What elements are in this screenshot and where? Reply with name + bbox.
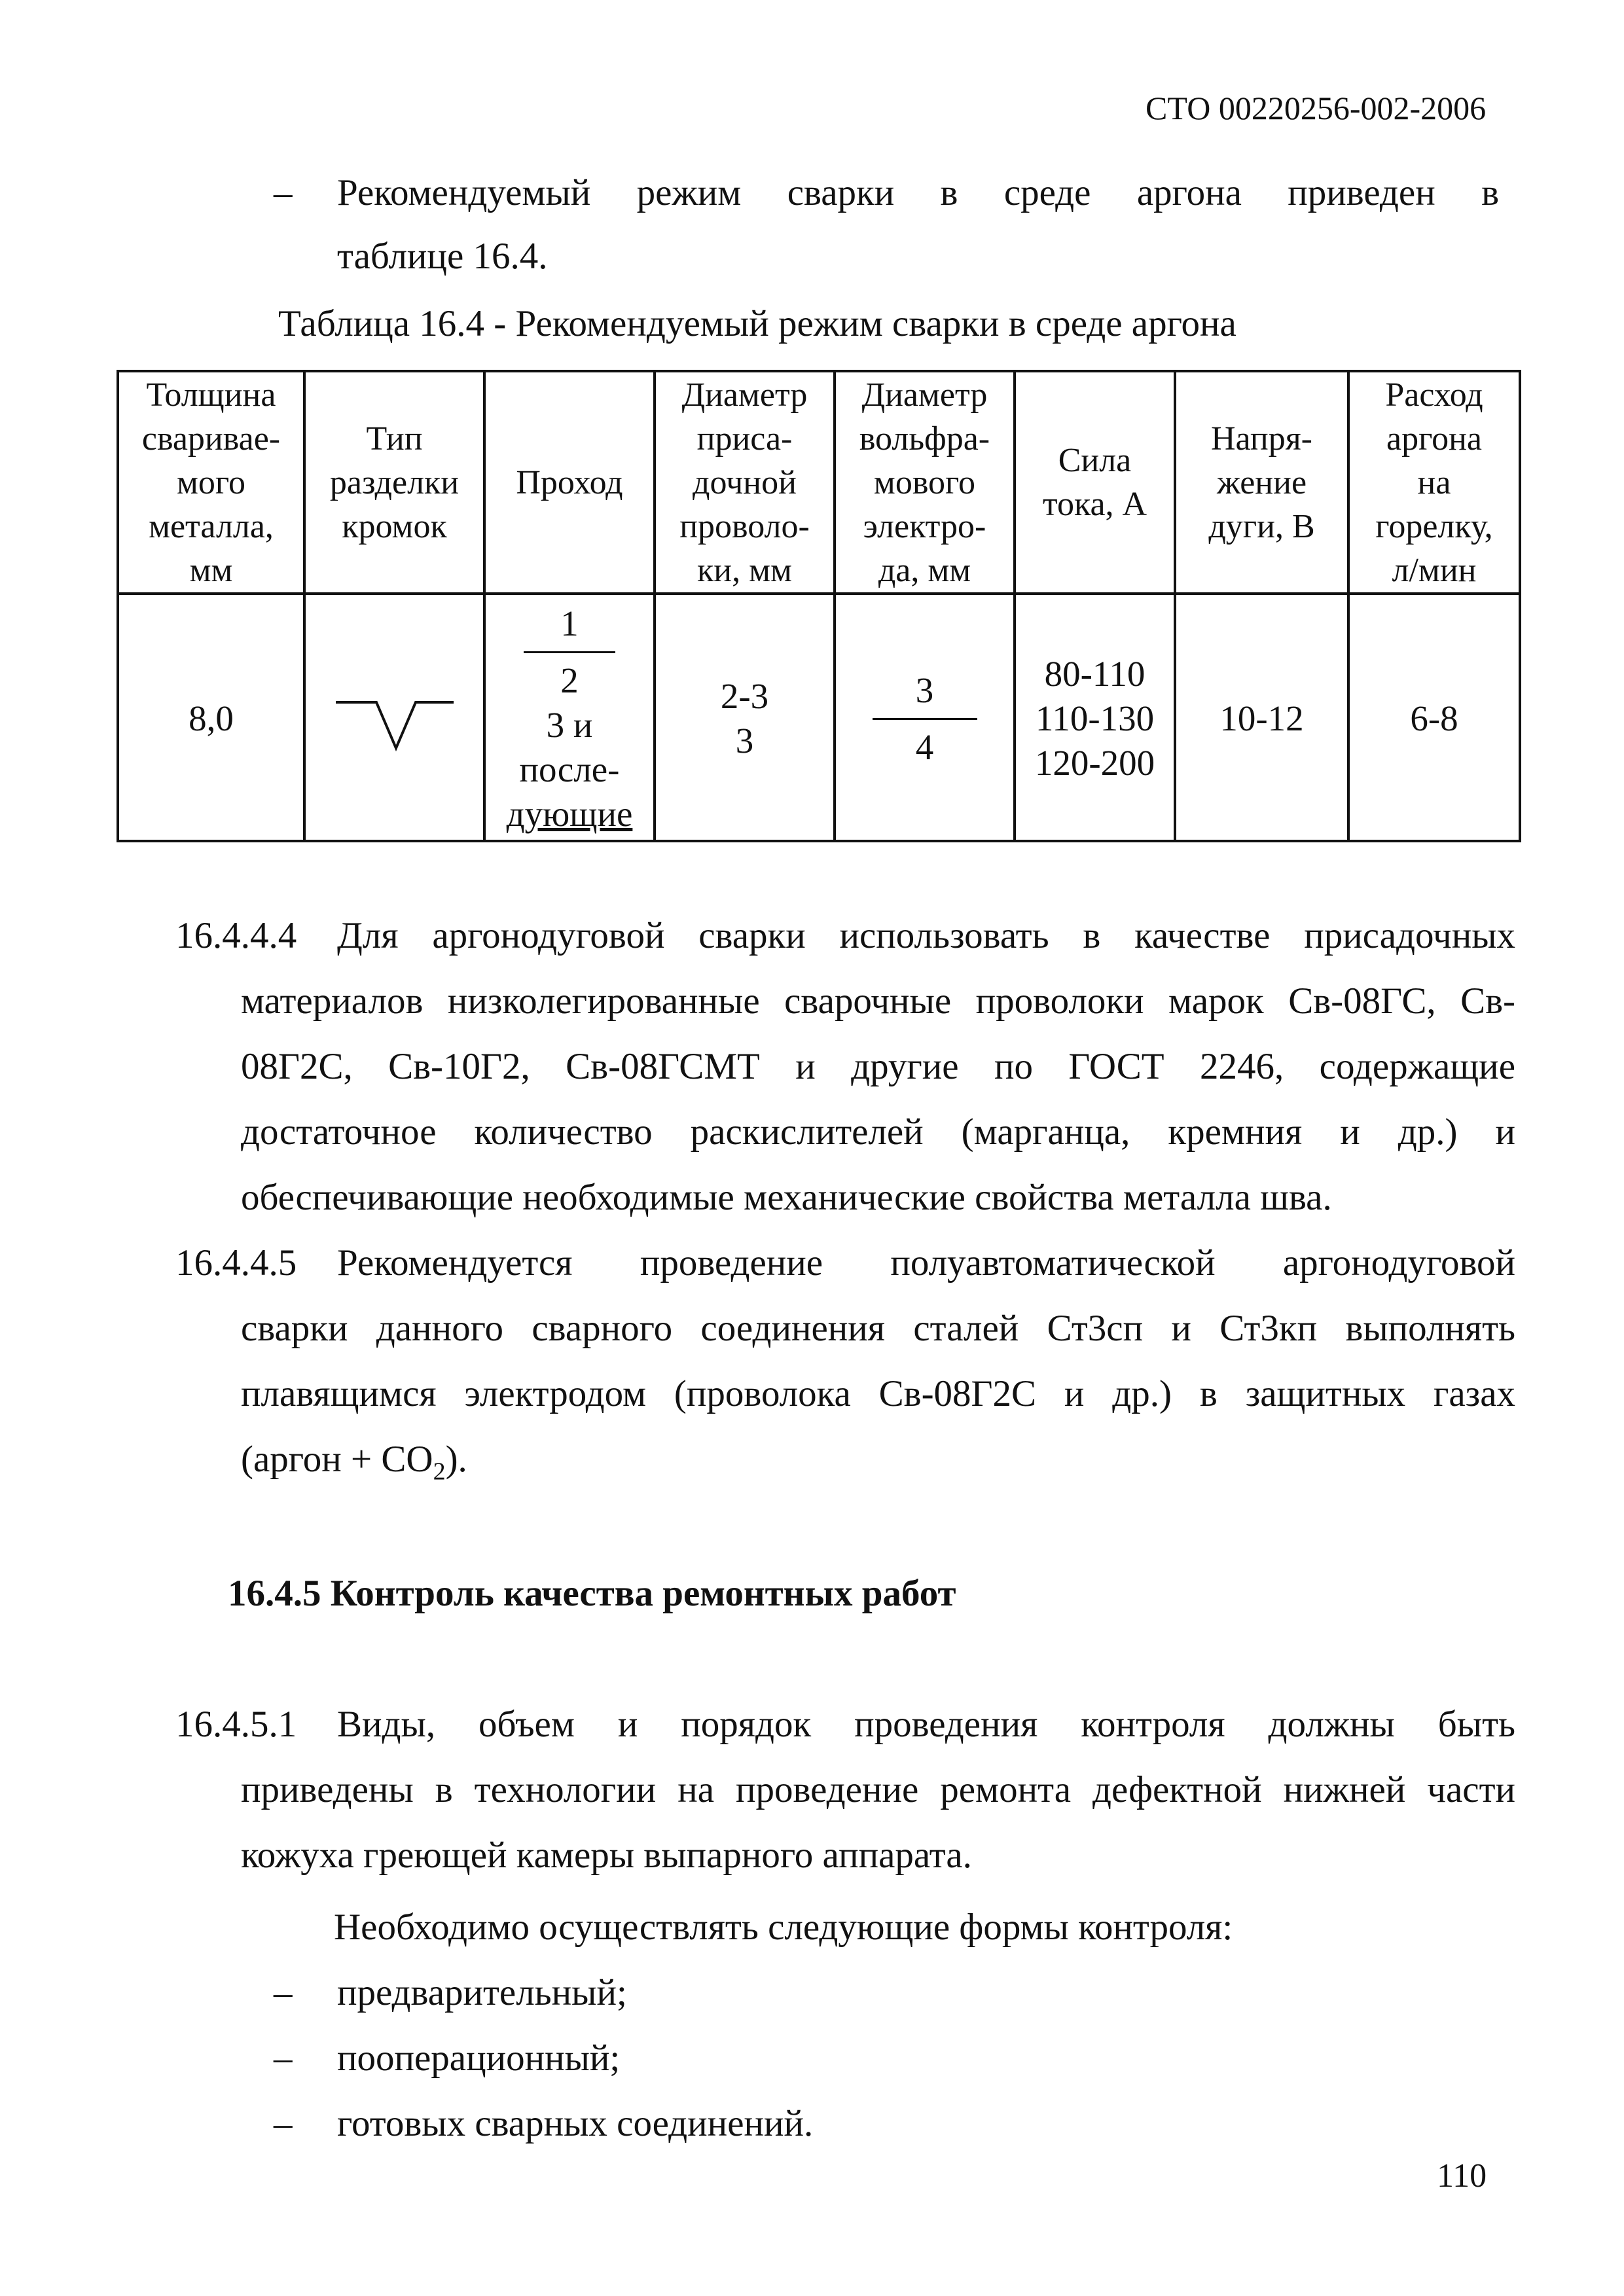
cell-argon-flow: 6-8	[1410, 698, 1458, 738]
paragraph-line: (аргон + $СО_2$).	[241, 1439, 467, 1486]
header-current: Сила тока, А	[1042, 442, 1147, 523]
paragraph-line: кожуха греющей камеры выпарного аппарата.	[241, 1835, 972, 1876]
paragraph-line: сварки данного сварного соединения сталей Ст3сп и Ст3кп выполнять	[241, 1308, 1515, 1349]
fraction-bar	[524, 651, 615, 653]
control-intro: Необходимо осуществлять следующие формы контроля:	[334, 1907, 1233, 1948]
v-groove-icon	[329, 683, 460, 755]
header-tungsten-electrode-diameter: Диаметр вольфра- мового электро- да, мм	[859, 376, 990, 589]
paragraph-number: 16.4.5.1	[175, 1704, 297, 1745]
intro-bullet-line1: Рекомендуемый режим сварки в среде аргона приведен в	[337, 172, 1499, 213]
paragraph-line: достаточное количество раскислителей (марганца, кремния и др.) и	[241, 1111, 1515, 1153]
header-arc-voltage: Напря- жение дуги, В	[1208, 420, 1315, 545]
welding-mode-table	[117, 370, 1521, 842]
paragraph-line: материалов низколегированные сварочные проволоки марок Св-08ГС, Св-	[241, 980, 1515, 1022]
list-item: пооперационный;	[337, 2037, 621, 2079]
document-code: СТО 00220256-002-2006	[1146, 90, 1487, 126]
bullet-dash: –	[274, 2103, 293, 2144]
cell-tungsten-electrode-diameter: 3 4	[836, 596, 1013, 842]
paragraph-number: 16.4.4.5	[175, 1242, 297, 1283]
cell-pass: 1 2 3 и после- дующие	[506, 603, 633, 834]
paragraph-line: приведены в технологии на проведение ремонта дефектной нижней части	[241, 1769, 1515, 1810]
paragraph-line: обеспечивающие необходимые механические свойства металла шва.	[241, 1177, 1332, 1218]
paragraph-line: плавящимся электродом (проволока Св-08Г2С и др.) в защитных газах	[241, 1373, 1515, 1414]
bullet-dash: –	[274, 1972, 293, 2013]
section-heading: 16.4.5 Контроль качества ремонтных работ	[228, 1573, 956, 1614]
fraction-bar	[873, 718, 977, 720]
cell-thickness: 8,0	[189, 698, 234, 738]
bullet-dash: –	[274, 2037, 293, 2079]
header-groove-type: Тип разделки кромок	[329, 420, 460, 545]
paragraph-line: Виды, объем и порядок проведения контроля должны быть	[337, 1704, 1515, 1745]
cell-filler-wire-diameter: 2-3 3	[720, 676, 769, 761]
table-col-line	[1519, 370, 1521, 842]
header-filler-wire-diameter: Диаметр приса- дочной проволо- ки, мм	[679, 376, 810, 589]
list-item: готовых сварных соединений.	[337, 2103, 814, 2144]
cell-current: 80-110 110-130 120-200	[1034, 654, 1155, 783]
paragraph-line: Рекомендуется проведение полуавтоматической аргонодуговой	[337, 1242, 1515, 1283]
intro-bullet-line2: таблице 16.4.	[337, 236, 548, 277]
header-thickness: Толщина свариваe- мого металла, мм	[141, 376, 281, 589]
page-number: 110	[1437, 2157, 1487, 2195]
header-pass: Проход	[516, 463, 623, 501]
paragraph-line: 08Г2С, Св-10Г2, Св-08ГСМТ и другие по ГОСТ 2246, содержащие	[241, 1046, 1515, 1087]
list-item: предварительный;	[337, 1972, 627, 2013]
table-header-divider	[117, 592, 1521, 595]
header-argon-flow: Расход аргона на горелку, л/мин	[1375, 376, 1493, 589]
paragraph-number: 16.4.4.4	[175, 915, 297, 956]
cell-groove-type	[306, 596, 483, 842]
cell-arc-voltage: 10-12	[1219, 698, 1304, 738]
paragraph-line: Для аргонодуговой сварки использовать в качестве присадочных	[337, 915, 1515, 956]
bullet-dash: –	[274, 172, 293, 213]
table-caption: Таблица 16.4 - Рекомендуемый режим сварки в среде аргона	[278, 303, 1236, 344]
